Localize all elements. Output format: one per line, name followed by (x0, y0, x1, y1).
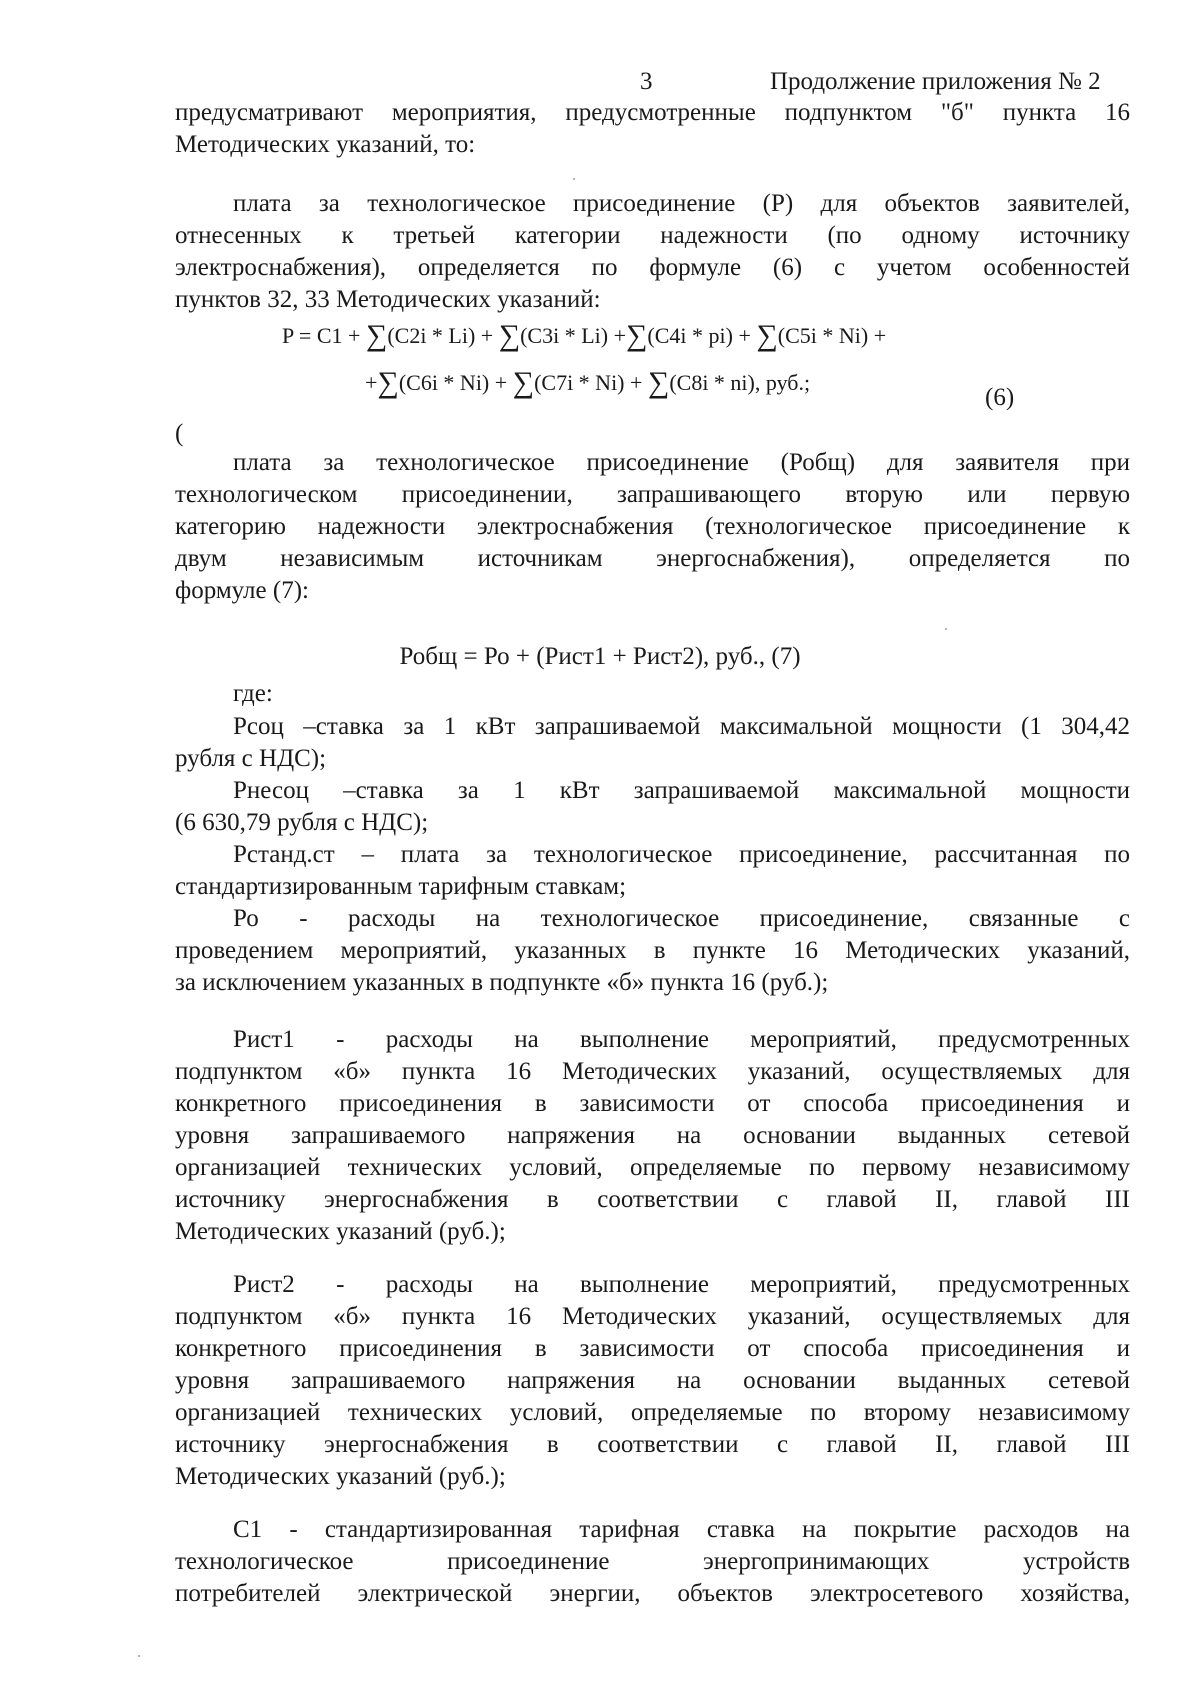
where-label: где: (233, 680, 273, 707)
def-rist2-line-6: источнику энергоснабжения в соответствии с главой II, главой III (175, 1431, 1130, 1458)
def-ro-line-1: Ро - расходы на технологическое присоединение, связанные с (233, 905, 1130, 932)
intro-line-2: Методических указаний, то: (175, 131, 476, 158)
def-rist1-line-5: организацией технических условий, определяемые по первому независимому (175, 1154, 1130, 1181)
para2-line-2: технологическом присоединении, запрашивающего вторую или первую (175, 481, 1130, 508)
def-rsoc-line-1: Рсоц –ставка за 1 кВт запрашиваемой максимальной мощности (1 304,42 (233, 713, 1130, 740)
formula-6-term-c7: (C7i * Ni) + (534, 370, 648, 395)
def-c1-line-2: технологическое присоединение энергопринимающих устройств (175, 1548, 1130, 1575)
def-rist2-line-1: Рист2 - расходы на выполнение мероприятий, предусмотренных (233, 1271, 1130, 1298)
scan-speck (945, 628, 947, 630)
para1-line-2: отнесенных к третьей категории надежности (по одному источнику (175, 222, 1130, 249)
def-rist2-line-2: подпунктом «б» пункта 16 Методических указаний, осуществляемых для (175, 1303, 1130, 1330)
sigma-symbol: ∑ (626, 319, 648, 352)
def-rist2-line-5: организацией технических условий, определяемые по второму независимому (175, 1399, 1130, 1426)
formula-6-term-c3: (C3i * Li) + (520, 323, 627, 348)
para2-line-1: плата за технологическое присоединение (Робщ) для заявителя при (233, 449, 1130, 476)
para1-line-3: электроснабжения), определяется по формуле (6) с учетом особенностей (175, 254, 1130, 281)
def-rist2-line-4: уровня запрашиваемого напряжения на основании выданных сетевой (175, 1367, 1130, 1394)
def-rist1-line-6: источнику энергоснабжения в соответствии с главой II, главой III (175, 1186, 1130, 1213)
formula-6-term-c6: (C6i * Ni) + (398, 370, 513, 395)
def-c1-line-1: С1 - стандартизированная тарифная ставка на покрытие расходов на (233, 1516, 1130, 1543)
def-rist2-line-3: конкретного присоединения в зависимости от способа присоединения и (175, 1335, 1130, 1362)
stray-parenthesis: ( (175, 420, 184, 447)
formula-6-term-c2: (C2i * Li) + (387, 323, 499, 348)
para1-line-4: пунктов 32, 33 Методических указаний: (175, 286, 601, 313)
def-rnesoc-line-2: (6 630,79 рубля с НДС); (175, 809, 429, 836)
para1-line-1: плата за технологическое присоединение (Р) для объектов заявителей, (233, 190, 1130, 217)
scan-speck (573, 178, 575, 180)
scan-speck (138, 1655, 140, 1657)
def-rist2-line-7: Методических указаний (руб.); (175, 1463, 506, 1490)
formula-7: Робщ = Ро + (Рист1 + Рист2), руб., (7) (399, 643, 801, 670)
def-rist1-line-4: уровня запрашиваемого напряжения на основании выданных сетевой (175, 1122, 1130, 1149)
def-rist1-line-2: подпунктом «б» пункта 16 Методических указаний, осуществляемых для (175, 1058, 1130, 1085)
def-rsoc-line-2: рубля с НДС); (175, 745, 327, 772)
intro-line-1: предусматривают мероприятия, предусмотренные подпунктом "б" пункта 16 (175, 99, 1130, 126)
def-rnesoc-line-1: Рнесоц –ставка за 1 кВт запрашиваемой максимальной мощности (233, 777, 1130, 804)
def-rstand-line-2: стандартизированным тарифным ставкам; (175, 873, 627, 900)
def-rist1-line-3: конкретного присоединения в зависимости от способа присоединения и (175, 1090, 1130, 1117)
formula-6-plus: + (365, 370, 378, 395)
def-rstand-line-1: Рстанд.ст – плата за технологическое присоединение, рассчитанная по (233, 841, 1130, 868)
para2-line-3: категорию надежности электроснабжения (технологическое присоединение к (175, 513, 1130, 540)
formula-6-line-2 (365, 365, 810, 399)
formula-6-line-1 (282, 318, 886, 352)
def-c1-line-3: потребителей электрической энергии, объектов электросетевого хозяйства, (175, 1580, 1130, 1607)
appendix-continuation-title: Продолжение приложения № 2 (770, 68, 1101, 95)
sigma-symbol: ∑ (647, 366, 670, 399)
formula-6-number: (6) (985, 384, 1015, 411)
page-number: 3 (640, 68, 653, 95)
formula-6-c1: P = C1 + (282, 323, 366, 348)
def-rist1-line-1: Рист1 - расходы на выполнение мероприятий, предусмотренных (233, 1026, 1130, 1053)
def-ro-line-2: проведением мероприятий, указанных в пункте 16 Методических указаний, (175, 937, 1130, 964)
sigma-symbol: ∑ (377, 366, 399, 399)
formula-6-term-c5: (C5i * Ni) + (777, 323, 887, 348)
def-ro-line-3: за исключением указанных в подпункте «б» пункта 16 (руб.); (175, 969, 829, 996)
para2-line-5: формуле (7): (175, 577, 309, 604)
sigma-symbol: ∑ (756, 319, 778, 352)
sigma-symbol: ∑ (498, 319, 521, 352)
sigma-symbol: ∑ (365, 319, 388, 352)
para2-line-4: двум независимым источникам энергоснабжения), определяется по (175, 545, 1130, 572)
formula-6-term-c8: (C8i * ni), руб.; (669, 370, 811, 395)
sigma-symbol: ∑ (512, 366, 535, 399)
formula-6-term-c4: (C4i * pi) + (647, 323, 757, 348)
def-rist1-line-7: Методических указаний (руб.); (175, 1218, 506, 1245)
